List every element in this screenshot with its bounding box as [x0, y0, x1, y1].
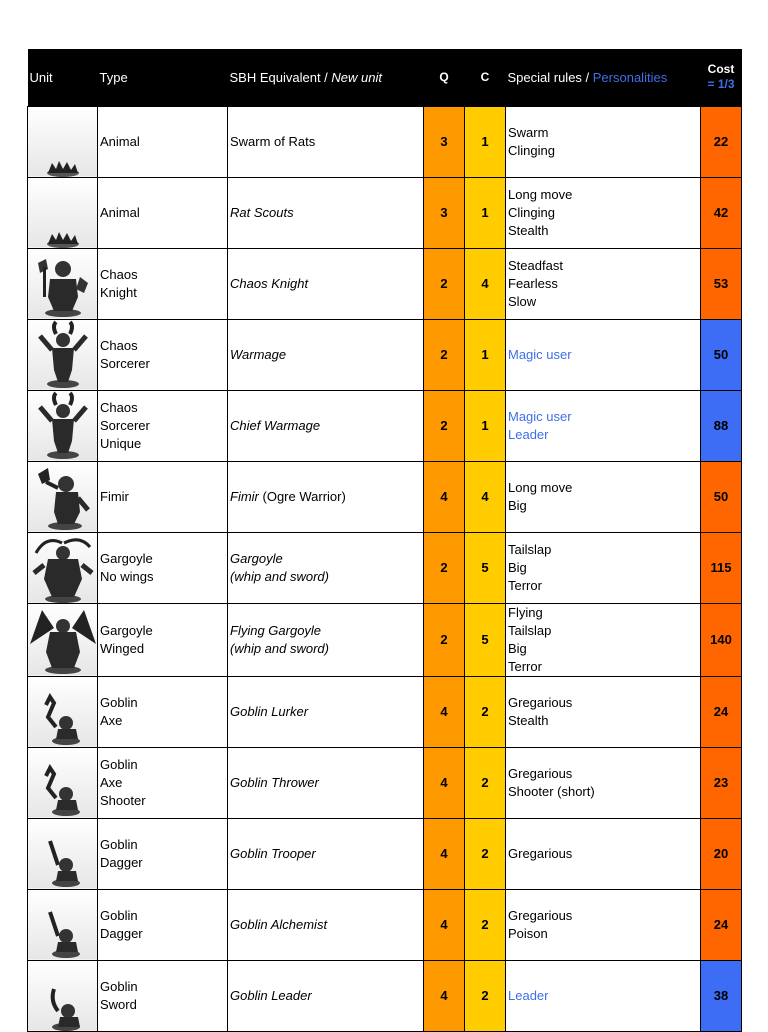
- unit-figure-cell: [28, 889, 98, 960]
- table-row: [28, 532, 742, 603]
- special-rules-cell: [506, 960, 701, 1031]
- special-rules-cell: [506, 889, 701, 960]
- special-rule: Long move: [508, 186, 573, 202]
- header-special-rules: [506, 49, 701, 106]
- sbh-equivalent-cell: [228, 106, 424, 177]
- unit-type-cell: [98, 106, 228, 177]
- header-cost: [701, 49, 742, 106]
- personality-rule: Leader: [508, 426, 549, 442]
- goblin-axe-figure: [28, 677, 98, 748]
- cost-value: 38: [701, 960, 742, 1031]
- unit-type-line: Goblin: [100, 836, 138, 852]
- special-rule: Poison: [508, 925, 548, 941]
- quality-value: 2: [424, 603, 465, 676]
- winged-gargoyle-figure: [28, 604, 98, 675]
- combat-value: 2: [465, 889, 506, 960]
- sbh-new-unit: Goblin Alchemist: [230, 916, 328, 932]
- header-sbh-label: SBH Equivalent /: [229, 69, 332, 85]
- cost-value: 88: [701, 390, 742, 461]
- special-rules-cell: [506, 603, 701, 676]
- sbh-new-unit: Flying Gargoyle (whip and sword): [230, 622, 329, 656]
- unit-figure-cell: [28, 818, 98, 889]
- special-rule: Steadfast: [508, 257, 563, 273]
- special-rules-cell: [506, 676, 701, 747]
- cost-value: 50: [701, 461, 742, 532]
- unit-figure-cell: [28, 248, 98, 319]
- special-rules-cell: [506, 177, 701, 248]
- table-body: [28, 106, 742, 1031]
- table-row: [28, 319, 742, 390]
- special-rules-cell: [506, 390, 701, 461]
- quality-value: 4: [424, 676, 465, 747]
- special-rule: Tailslap: [508, 622, 552, 638]
- unit-type-line: Shooter: [100, 792, 146, 808]
- cost-value: 20: [701, 818, 742, 889]
- unit-type-line: Knight: [100, 284, 137, 300]
- combat-value: 1: [465, 177, 506, 248]
- fimir-figure: [28, 462, 98, 533]
- sbh-equivalent-cell: [228, 319, 424, 390]
- header-unit: Unit: [29, 69, 53, 85]
- cost-value: 115: [701, 532, 742, 603]
- cost-value: 24: [701, 676, 742, 747]
- sbh-equivalent-cell: [228, 248, 424, 319]
- sorcerer-figure: [28, 391, 98, 462]
- cost-value: 24: [701, 889, 742, 960]
- table-row: [28, 390, 742, 461]
- personality-rule: Magic user: [508, 408, 572, 424]
- header-type: Type: [99, 69, 128, 85]
- table-header: [28, 49, 742, 106]
- combat-value: 2: [465, 676, 506, 747]
- gargoyle-figure: [28, 533, 98, 604]
- special-rule: Gregarious: [508, 907, 573, 923]
- unit-type-cell: [98, 177, 228, 248]
- quality-value: 2: [424, 319, 465, 390]
- unit-type-line: Animal: [100, 204, 140, 220]
- combat-value: 4: [465, 248, 506, 319]
- unit-type-line: Sorcerer: [100, 417, 150, 433]
- combat-value: 2: [465, 818, 506, 889]
- quality-value: 4: [424, 960, 465, 1031]
- quality-value: 2: [424, 532, 465, 603]
- sbh-equivalent-cell: [228, 461, 424, 532]
- special-rule: Stealth: [508, 712, 549, 728]
- header-new-unit-label: New unit: [331, 69, 382, 85]
- sbh-equivalent-cell: [228, 532, 424, 603]
- unit-figure-cell: [28, 177, 98, 248]
- sbh-equivalent-cell: [228, 889, 424, 960]
- sbh-new-unit: Goblin Trooper: [230, 845, 316, 861]
- unit-type-cell: [98, 676, 228, 747]
- unit-type-line: Goblin: [100, 978, 138, 994]
- unit-figure-cell: [28, 319, 98, 390]
- unit-type-line: Chaos: [100, 266, 138, 282]
- combat-value: 4: [465, 461, 506, 532]
- special-rule: Shooter (short): [508, 783, 595, 799]
- special-rule: Stealth: [508, 222, 549, 238]
- unit-type-line: Dagger: [100, 925, 143, 941]
- unit-figure-cell: [28, 603, 98, 676]
- header-personalities-label: Personalities: [592, 69, 668, 85]
- special-rule: Gregarious: [508, 765, 573, 781]
- cost-value: 23: [701, 747, 742, 818]
- sbh-new-unit: Fimir: [230, 488, 259, 504]
- table-row: [28, 461, 742, 532]
- special-rule: Long move: [508, 479, 573, 495]
- unit-type-line: Chaos: [100, 399, 138, 415]
- unit-figure-cell: [28, 676, 98, 747]
- unit-type-line: Sorcerer: [100, 355, 150, 371]
- unit-figure-cell: [28, 461, 98, 532]
- unit-figure-cell: [28, 532, 98, 603]
- unit-type-cell: [98, 747, 228, 818]
- header-sbh: [228, 49, 424, 106]
- special-rule: Gregarious: [508, 845, 573, 861]
- sbh-equivalent-cell: [228, 960, 424, 1031]
- sbh-new-unit: Rat Scouts: [230, 204, 294, 220]
- special-rules-cell: [506, 747, 701, 818]
- unit-type-cell: [98, 390, 228, 461]
- special-rule: Gregarious: [508, 694, 573, 710]
- table-row: [28, 106, 742, 177]
- cost-value: 53: [701, 248, 742, 319]
- cost-value: 50: [701, 319, 742, 390]
- sbh-equivalent: (Ogre Warrior): [258, 488, 346, 504]
- unit-type-line: Animal: [100, 133, 140, 149]
- table-row: [28, 747, 742, 818]
- special-rules-cell: [506, 818, 701, 889]
- special-rule: Clinging: [508, 142, 555, 158]
- sbh-new-unit: Gargoyle (whip and sword): [230, 550, 329, 584]
- combat-value: 1: [465, 106, 506, 177]
- sbh-equivalent-cell: [228, 818, 424, 889]
- unit-type-cell: [98, 319, 228, 390]
- header-cost-ratio: = 1/3: [707, 77, 735, 92]
- unit-type-line: Fimir: [100, 488, 129, 504]
- special-rules-cell: [506, 532, 701, 603]
- unit-type-line: Goblin: [100, 907, 138, 923]
- combat-value: 5: [465, 532, 506, 603]
- unit-type-line: Winged: [100, 640, 145, 656]
- unit-type-cell: [98, 248, 228, 319]
- unit-type-cell: [98, 818, 228, 889]
- sbh-new-unit: Warmage: [230, 346, 287, 362]
- quality-value: 4: [424, 818, 465, 889]
- special-rule: Fearless: [508, 275, 558, 291]
- special-rules-cell: [506, 319, 701, 390]
- unit-figure-cell: [28, 390, 98, 461]
- header-special-label: Special rules /: [507, 69, 593, 85]
- combat-value: 1: [465, 390, 506, 461]
- special-rule: Slow: [508, 293, 537, 309]
- sbh-new-unit: Chief Warmage: [230, 417, 321, 433]
- unit-type-cell: [98, 461, 228, 532]
- sbh-equivalent-cell: [228, 390, 424, 461]
- goblin-axe-figure: [28, 748, 98, 819]
- unit-type-line: Axe: [100, 712, 123, 728]
- sorcerer-figure: [28, 320, 98, 391]
- quality-value: 2: [424, 248, 465, 319]
- header-q: Q: [439, 70, 449, 85]
- sbh-new-unit: Goblin Leader: [230, 987, 312, 1003]
- special-rule: Big: [508, 497, 527, 513]
- special-rule: Flying: [508, 604, 543, 620]
- unit-type-line: Goblin: [100, 756, 138, 772]
- unit-figure-cell: [28, 960, 98, 1031]
- goblin-dagger-figure: [28, 819, 98, 890]
- quality-value: 3: [424, 177, 465, 248]
- sbh-new-unit: Chaos Knight: [230, 275, 309, 291]
- personality-rule: Leader: [508, 987, 549, 1003]
- quality-value: 4: [424, 747, 465, 818]
- sbh-new-unit: Goblin Thrower: [230, 774, 319, 790]
- quality-value: 3: [424, 106, 465, 177]
- unit-type-line: Chaos: [100, 337, 138, 353]
- unit-figure-cell: [28, 747, 98, 818]
- quality-value: 4: [424, 461, 465, 532]
- combat-value: 2: [465, 747, 506, 818]
- unit-type-line: Gargoyle: [100, 622, 153, 638]
- header-row: [28, 49, 742, 106]
- unit-type-cell: [98, 889, 228, 960]
- special-rule: Swarm: [508, 124, 549, 140]
- cost-value: 42: [701, 177, 742, 248]
- unit-type-line: Goblin: [100, 694, 138, 710]
- sbh-equivalent-cell: [228, 747, 424, 818]
- table-row: [28, 248, 742, 319]
- units-table: [27, 49, 742, 1032]
- unit-type-line: Gargoyle: [100, 550, 153, 566]
- unit-figure-cell: [28, 106, 98, 177]
- special-rule: Tailslap: [508, 541, 552, 557]
- table-row: [28, 818, 742, 889]
- header-c: C: [480, 70, 490, 85]
- header-cost-label: Cost: [707, 62, 735, 77]
- rats-figure: [28, 178, 98, 249]
- unit-type-cell: [98, 603, 228, 676]
- table-row: [28, 889, 742, 960]
- table-row: [28, 603, 742, 676]
- rats-figure: [28, 107, 98, 178]
- special-rule: Big: [508, 640, 527, 656]
- special-rule: Terror: [508, 577, 542, 593]
- special-rules-cell: [506, 461, 701, 532]
- goblin-dagger-figure: [28, 890, 98, 961]
- special-rules-cell: [506, 106, 701, 177]
- sbh-equivalent-cell: [228, 603, 424, 676]
- cost-value: 22: [701, 106, 742, 177]
- unit-type-line: Dagger: [100, 854, 143, 870]
- special-rule: Big: [508, 559, 527, 575]
- special-rules-cell: [506, 248, 701, 319]
- combat-value: 2: [465, 960, 506, 1031]
- unit-type-line: No wings: [100, 568, 154, 584]
- table-row: [28, 177, 742, 248]
- unit-type-line: Axe: [100, 774, 123, 790]
- personality-rule: Magic user: [508, 346, 572, 362]
- special-rule: Clinging: [508, 204, 555, 220]
- combat-value: 5: [465, 603, 506, 676]
- sbh-equivalent-cell: [228, 676, 424, 747]
- goblin-sword-figure: [28, 961, 98, 1032]
- sbh-equivalent: Swarm of Rats: [230, 133, 316, 149]
- sbh-equivalent-cell: [228, 177, 424, 248]
- cost-value: 140: [701, 603, 742, 676]
- table-row: [28, 676, 742, 747]
- sbh-new-unit: Goblin Lurker: [230, 703, 309, 719]
- table-row: [28, 960, 742, 1031]
- unit-type-cell: [98, 960, 228, 1031]
- quality-value: 4: [424, 889, 465, 960]
- quality-value: 2: [424, 390, 465, 461]
- unit-type-line: Sword: [100, 996, 137, 1012]
- special-rule: Terror: [508, 658, 542, 674]
- unit-type-line: Unique: [100, 435, 142, 451]
- combat-value: 1: [465, 319, 506, 390]
- knight-figure: [28, 249, 98, 320]
- unit-type-cell: [98, 532, 228, 603]
